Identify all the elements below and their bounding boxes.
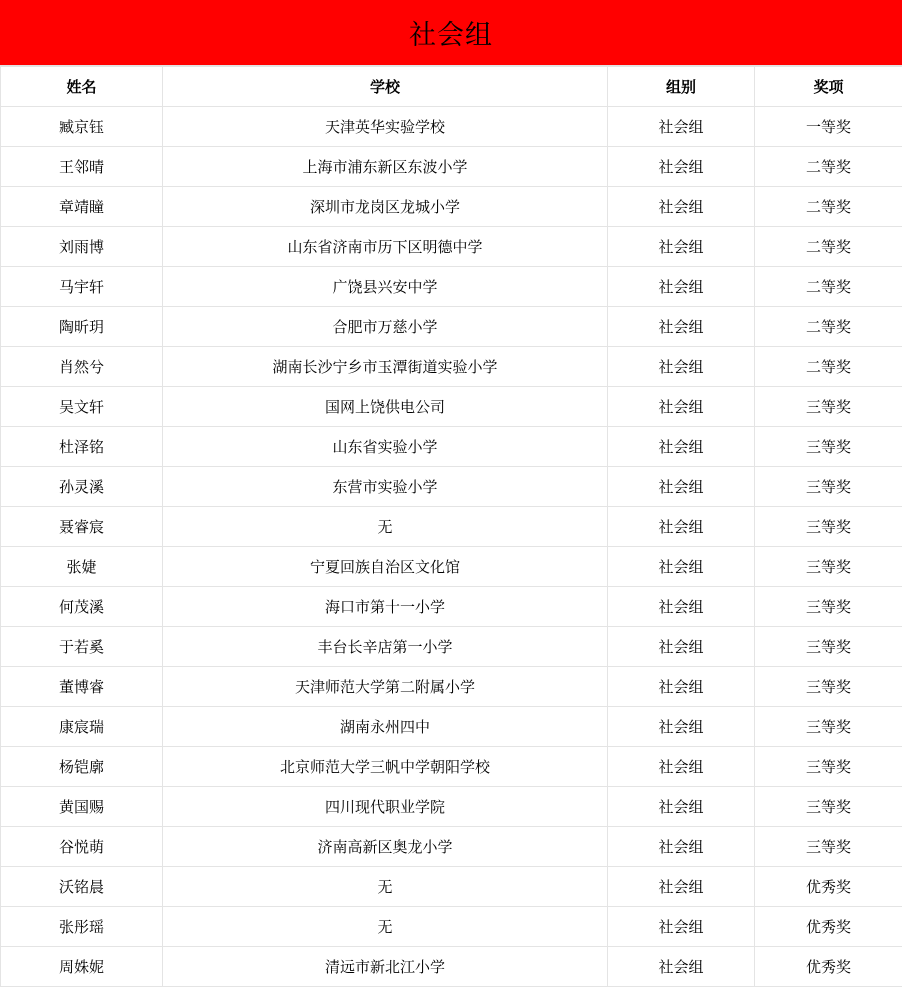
cell-award: 三等奖	[755, 387, 902, 427]
cell-award: 二等奖	[755, 347, 902, 387]
cell-award: 三等奖	[755, 707, 902, 747]
cell-school: 无	[163, 507, 608, 547]
cell-school: 北京师范大学三帆中学朝阳学校	[163, 747, 608, 787]
table-row	[1, 867, 902, 907]
cell-name: 谷悦萌	[1, 827, 163, 867]
table-row	[1, 787, 902, 827]
cell-award: 三等奖	[755, 427, 902, 467]
cell-school: 合肥市万慈小学	[163, 307, 608, 347]
table-row	[1, 827, 902, 867]
cell-school: 山东省济南市历下区明德中学	[163, 227, 608, 267]
cell-name: 何茂溪	[1, 587, 163, 627]
cell-school: 深圳市龙岗区龙城小学	[163, 187, 608, 227]
table-row	[1, 187, 902, 227]
cell-school: 湖南长沙宁乡市玉潭街道实验小学	[163, 347, 608, 387]
cell-name: 吴文轩	[1, 387, 163, 427]
cell-group: 社会组	[608, 587, 755, 627]
cell-group: 社会组	[608, 747, 755, 787]
table-row	[1, 467, 902, 507]
page-title: 社会组	[409, 20, 493, 51]
table-row	[1, 587, 902, 627]
cell-name: 周姝妮	[1, 947, 163, 987]
cell-group: 社会组	[608, 867, 755, 907]
column-header-award: 奖项	[755, 67, 902, 107]
cell-name: 陶昕玥	[1, 307, 163, 347]
cell-name: 孙灵溪	[1, 467, 163, 507]
cell-group: 社会组	[608, 547, 755, 587]
table-row	[1, 347, 902, 387]
cell-group: 社会组	[608, 187, 755, 227]
cell-group: 社会组	[608, 147, 755, 187]
cell-award: 二等奖	[755, 307, 902, 347]
cell-award: 三等奖	[755, 547, 902, 587]
table-row	[1, 307, 902, 347]
cell-name: 黄国赐	[1, 787, 163, 827]
cell-award: 二等奖	[755, 267, 902, 307]
cell-award: 优秀奖	[755, 907, 902, 947]
cell-name: 董博睿	[1, 667, 163, 707]
cell-school: 天津英华实验学校	[163, 107, 608, 147]
table-row	[1, 507, 902, 547]
cell-name: 于若奚	[1, 627, 163, 667]
cell-group: 社会组	[608, 427, 755, 467]
table-row	[1, 707, 902, 747]
cell-group: 社会组	[608, 667, 755, 707]
cell-school: 清远市新北江小学	[163, 947, 608, 987]
title-bar	[0, 0, 902, 66]
cell-award: 二等奖	[755, 147, 902, 187]
cell-school: 湖南永州四中	[163, 707, 608, 747]
cell-award: 三等奖	[755, 467, 902, 507]
cell-school: 海口市第十一小学	[163, 587, 608, 627]
table-row	[1, 387, 902, 427]
cell-group: 社会组	[608, 267, 755, 307]
cell-award: 三等奖	[755, 827, 902, 867]
cell-award: 三等奖	[755, 787, 902, 827]
cell-group: 社会组	[608, 827, 755, 867]
cell-award: 三等奖	[755, 627, 902, 667]
cell-name: 王邻晴	[1, 147, 163, 187]
cell-group: 社会组	[608, 627, 755, 667]
cell-school: 广饶县兴安中学	[163, 267, 608, 307]
cell-name: 马宇轩	[1, 267, 163, 307]
column-header-name: 姓名	[1, 67, 163, 107]
cell-name: 臧京钰	[1, 107, 163, 147]
cell-school: 四川现代职业学院	[163, 787, 608, 827]
cell-group: 社会组	[608, 387, 755, 427]
cell-award: 三等奖	[755, 587, 902, 627]
cell-school: 山东省实验小学	[163, 427, 608, 467]
cell-name: 杜泽铭	[1, 427, 163, 467]
table-row	[1, 947, 902, 987]
table-row	[1, 427, 902, 467]
table-row	[1, 107, 902, 147]
cell-name: 沃铭晨	[1, 867, 163, 907]
awards-table	[0, 66, 902, 987]
cell-group: 社会组	[608, 907, 755, 947]
cell-group: 社会组	[608, 707, 755, 747]
cell-group: 社会组	[608, 227, 755, 267]
cell-name: 张彤瑶	[1, 907, 163, 947]
column-header-school: 学校	[163, 67, 608, 107]
cell-school: 上海市浦东新区东波小学	[163, 147, 608, 187]
table-row	[1, 227, 902, 267]
cell-name: 章靖瞳	[1, 187, 163, 227]
table-row	[1, 627, 902, 667]
cell-name: 康宸瑞	[1, 707, 163, 747]
table-row	[1, 747, 902, 787]
cell-name: 刘雨博	[1, 227, 163, 267]
table-row	[1, 907, 902, 947]
cell-group: 社会组	[608, 787, 755, 827]
cell-school: 东营市实验小学	[163, 467, 608, 507]
cell-award: 二等奖	[755, 227, 902, 267]
cell-group: 社会组	[608, 307, 755, 347]
cell-school: 无	[163, 867, 608, 907]
header-row	[1, 67, 902, 107]
table-row	[1, 147, 902, 187]
cell-school: 宁夏回族自治区文化馆	[163, 547, 608, 587]
cell-award: 优秀奖	[755, 947, 902, 987]
cell-group: 社会组	[608, 347, 755, 387]
cell-group: 社会组	[608, 107, 755, 147]
cell-group: 社会组	[608, 507, 755, 547]
cell-award: 三等奖	[755, 507, 902, 547]
cell-award: 优秀奖	[755, 867, 902, 907]
cell-school: 天津师范大学第二附属小学	[163, 667, 608, 707]
cell-name: 杨铠廓	[1, 747, 163, 787]
table-row	[1, 267, 902, 307]
cell-school: 济南高新区奥龙小学	[163, 827, 608, 867]
cell-school: 无	[163, 907, 608, 947]
table-row	[1, 547, 902, 587]
cell-group: 社会组	[608, 467, 755, 507]
cell-group: 社会组	[608, 947, 755, 987]
cell-award: 一等奖	[755, 107, 902, 147]
cell-name: 聂睿宸	[1, 507, 163, 547]
cell-name: 张婕	[1, 547, 163, 587]
cell-award: 三等奖	[755, 747, 902, 787]
cell-award: 三等奖	[755, 667, 902, 707]
cell-school: 国网上饶供电公司	[163, 387, 608, 427]
table-row	[1, 667, 902, 707]
cell-name: 肖然兮	[1, 347, 163, 387]
cell-school: 丰台长辛店第一小学	[163, 627, 608, 667]
cell-award: 二等奖	[755, 187, 902, 227]
column-header-group: 组别	[608, 67, 755, 107]
